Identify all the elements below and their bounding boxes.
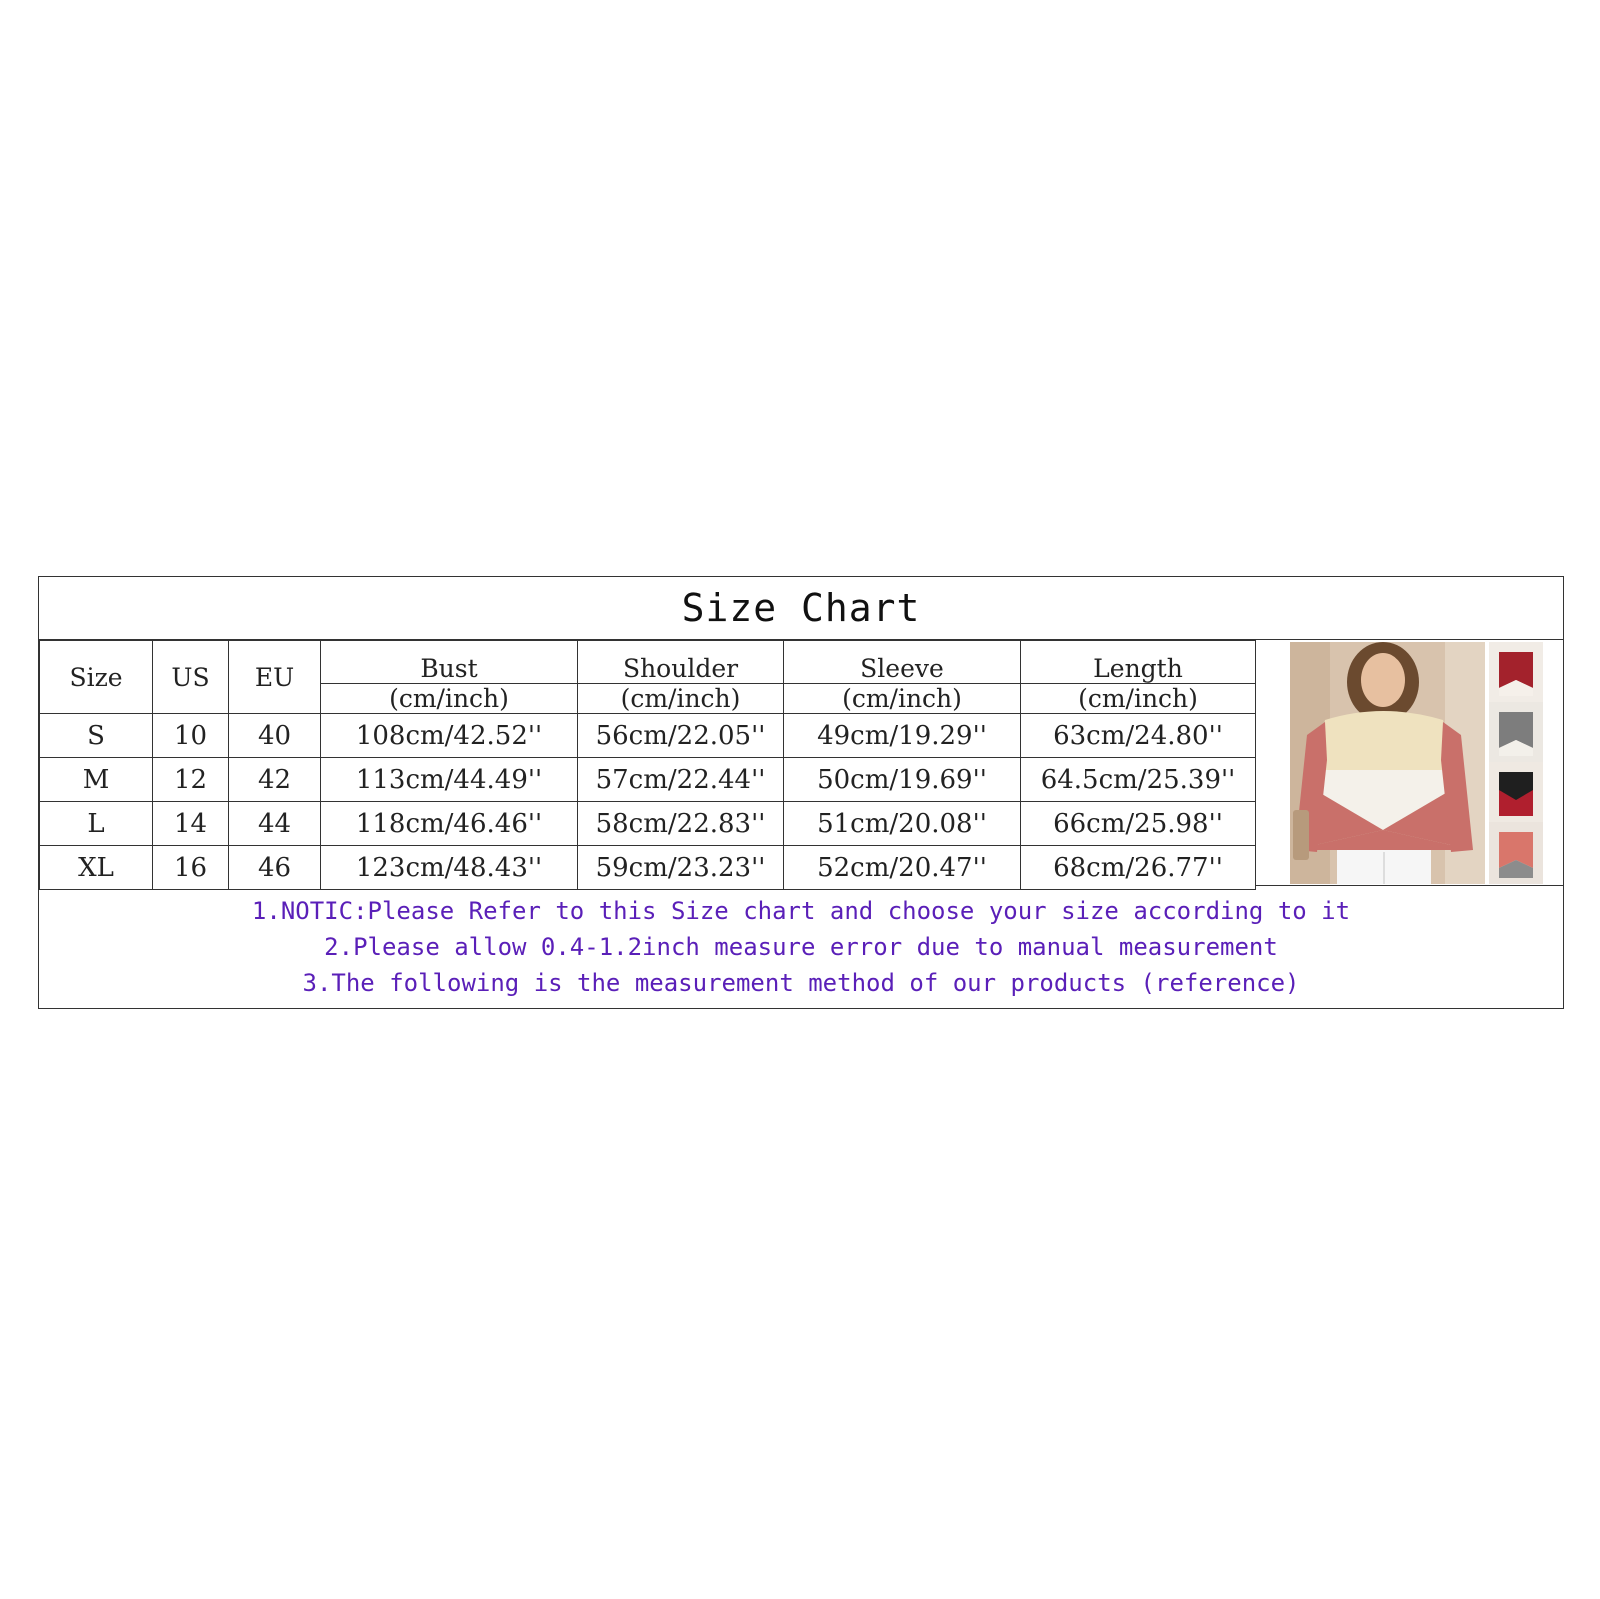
cell-size: M	[40, 758, 153, 802]
header-bust: Bust	[321, 641, 578, 684]
cell-length: 64.5cm/25.39''	[1021, 758, 1256, 802]
cell-length: 63cm/24.80''	[1021, 714, 1256, 758]
size-table-wrap	[39, 640, 1255, 886]
header-shoulder-unit: (cm/inch)	[578, 684, 784, 714]
cell-eu: 42	[229, 758, 321, 802]
cell-size: L	[40, 802, 153, 846]
header-sleeve-unit: (cm/inch)	[784, 684, 1021, 714]
size-chart	[38, 576, 1564, 1009]
cell-sleeve: 50cm/19.69''	[784, 758, 1021, 802]
cell-shoulder: 56cm/22.05''	[578, 714, 784, 758]
cell-us: 16	[153, 846, 229, 890]
header-sleeve: Sleeve	[784, 641, 1021, 684]
notes	[39, 886, 1563, 1008]
cell-sleeve: 52cm/20.47''	[784, 846, 1021, 890]
cell-shoulder: 57cm/22.44''	[578, 758, 784, 802]
header-length-unit: (cm/inch)	[1021, 684, 1256, 714]
cell-length: 68cm/26.77''	[1021, 846, 1256, 890]
table-row	[40, 846, 1256, 890]
cell-eu: 40	[229, 714, 321, 758]
table-row	[40, 802, 1256, 846]
cell-size: S	[40, 714, 153, 758]
chart-title: Size Chart	[39, 577, 1563, 640]
cell-sleeve: 51cm/20.08''	[784, 802, 1021, 846]
product-photo-area	[1255, 640, 1563, 886]
cell-sleeve: 49cm/19.29''	[784, 714, 1021, 758]
note-3: 3.The following is the measurement method of our products (reference)	[302, 969, 1300, 997]
cell-shoulder: 59cm/23.23''	[578, 846, 784, 890]
cell-size: XL	[40, 846, 153, 890]
header-shoulder: Shoulder	[578, 641, 784, 684]
cell-us: 10	[153, 714, 229, 758]
color-variant-thumbnails	[1489, 642, 1543, 884]
product-photo	[1255, 640, 1563, 886]
cell-bust: 108cm/42.52''	[321, 714, 578, 758]
cell-shoulder: 58cm/22.83''	[578, 802, 784, 846]
cell-us: 14	[153, 802, 229, 846]
cell-eu: 44	[229, 802, 321, 846]
header-length: Length	[1021, 641, 1256, 684]
main-model-photo	[1290, 642, 1485, 884]
header-bust-unit: (cm/inch)	[321, 684, 578, 714]
size-table	[39, 640, 1256, 890]
cell-bust: 123cm/48.43''	[321, 846, 578, 890]
cell-length: 66cm/25.98''	[1021, 802, 1256, 846]
header-eu: EU	[229, 641, 321, 714]
header-us: US	[153, 641, 229, 714]
cell-eu: 46	[229, 846, 321, 890]
cell-bust: 113cm/44.49''	[321, 758, 578, 802]
cell-bust: 118cm/46.46''	[321, 802, 578, 846]
header-size: Size	[40, 641, 153, 714]
note-2: 2.Please allow 0.4-1.2inch measure error due to manual measurement	[324, 933, 1278, 961]
cell-us: 12	[153, 758, 229, 802]
table-row	[40, 758, 1256, 802]
table-row	[40, 714, 1256, 758]
note-1: 1.NOTIC:Please Refer to this Size chart and choose your size according to it	[251, 897, 1351, 925]
